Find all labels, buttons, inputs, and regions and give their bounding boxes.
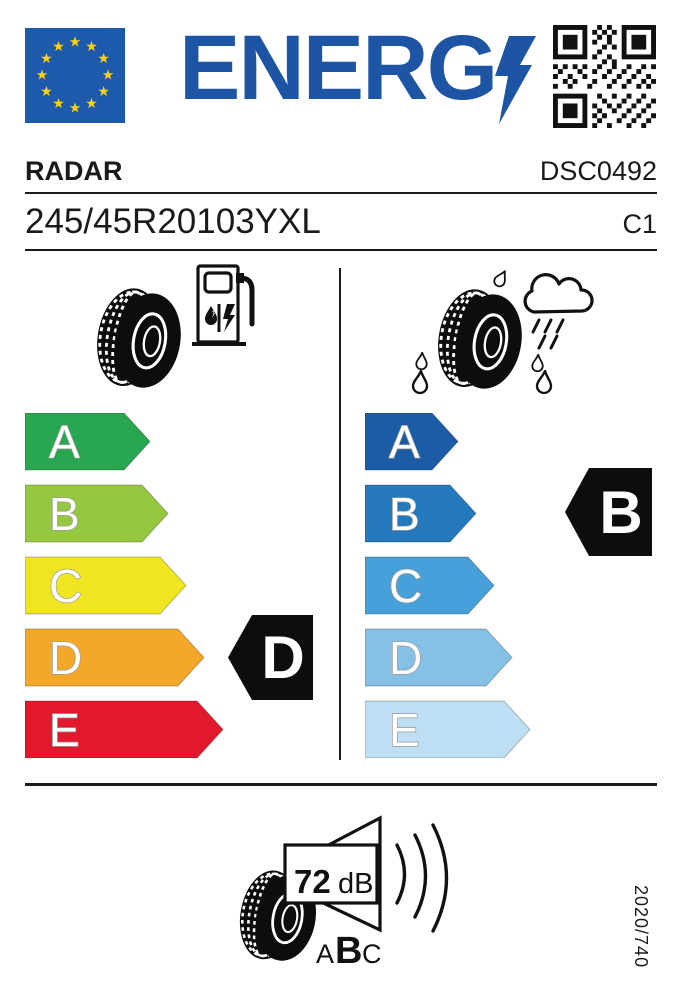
model-code: DSC0492 xyxy=(539,156,657,186)
scale-arrow xyxy=(365,485,476,542)
svg-text:dB: dB xyxy=(338,868,374,900)
svg-text:E: E xyxy=(49,704,80,756)
svg-text:A: A xyxy=(49,416,80,468)
fuel-pump-icon xyxy=(192,266,252,344)
svg-text:★: ★ xyxy=(52,96,65,113)
svg-text:★: ★ xyxy=(85,96,98,113)
fuel-efficiency-icon xyxy=(90,262,260,402)
scale-arrow xyxy=(25,413,150,470)
sound-waves-icon xyxy=(397,825,447,931)
svg-text:A: A xyxy=(389,416,420,468)
svg-text:C: C xyxy=(362,939,382,969)
scale-arrow xyxy=(365,629,512,686)
svg-text:★: ★ xyxy=(35,67,49,84)
svg-text:★: ★ xyxy=(40,51,53,67)
noise-icon xyxy=(228,808,468,978)
wet-grip-rating-badge xyxy=(565,468,652,556)
svg-text:D: D xyxy=(389,632,423,684)
scale-arrow xyxy=(25,701,223,758)
fuel-efficiency-scale xyxy=(25,413,225,758)
scale-arrow xyxy=(365,701,530,758)
svg-text:D: D xyxy=(261,624,305,691)
scale-arrow xyxy=(25,557,186,614)
fuel-rating-badge xyxy=(228,615,313,700)
tyre-size: 245/45R20103YXL xyxy=(25,202,321,241)
svg-text:E: E xyxy=(389,704,420,756)
svg-text:72: 72 xyxy=(294,863,331,900)
qr-code xyxy=(553,25,656,128)
svg-text:★: ★ xyxy=(52,38,65,55)
svg-text:D: D xyxy=(49,632,83,684)
svg-text:★: ★ xyxy=(97,84,110,100)
svg-text:B: B xyxy=(49,488,80,540)
tyre-class: C1 xyxy=(622,209,657,239)
svg-text:B: B xyxy=(335,930,363,972)
svg-text:★: ★ xyxy=(97,51,110,67)
svg-text:★: ★ xyxy=(40,84,53,100)
scale-arrow xyxy=(25,629,204,686)
svg-text:★: ★ xyxy=(68,100,82,117)
energ-wordmark: ENERG xyxy=(179,17,497,119)
scale-arrow xyxy=(365,413,458,470)
lightning-bolt-icon xyxy=(495,36,540,126)
svg-text:B: B xyxy=(599,479,643,546)
svg-text:★: ★ xyxy=(85,38,98,55)
regulation-number: 2020/740 xyxy=(631,885,651,969)
scale-arrow xyxy=(25,485,168,542)
svg-text:★: ★ xyxy=(101,67,115,84)
svg-text:B: B xyxy=(389,488,420,540)
wet-grip-scale xyxy=(365,413,535,758)
divider-line-top xyxy=(25,192,657,194)
rain-cloud-icon xyxy=(525,275,592,348)
svg-text:C: C xyxy=(389,560,423,612)
divider-line-bottom xyxy=(25,783,657,786)
eu-flag xyxy=(25,28,125,123)
brand-name: RADAR xyxy=(25,156,123,186)
divider-line-middle xyxy=(25,249,657,251)
column-divider xyxy=(339,268,341,760)
wet-grip-icon xyxy=(408,256,608,401)
svg-text:C: C xyxy=(49,560,83,612)
svg-text:A: A xyxy=(316,939,335,969)
svg-text:★: ★ xyxy=(68,34,82,51)
scale-arrow xyxy=(365,557,494,614)
